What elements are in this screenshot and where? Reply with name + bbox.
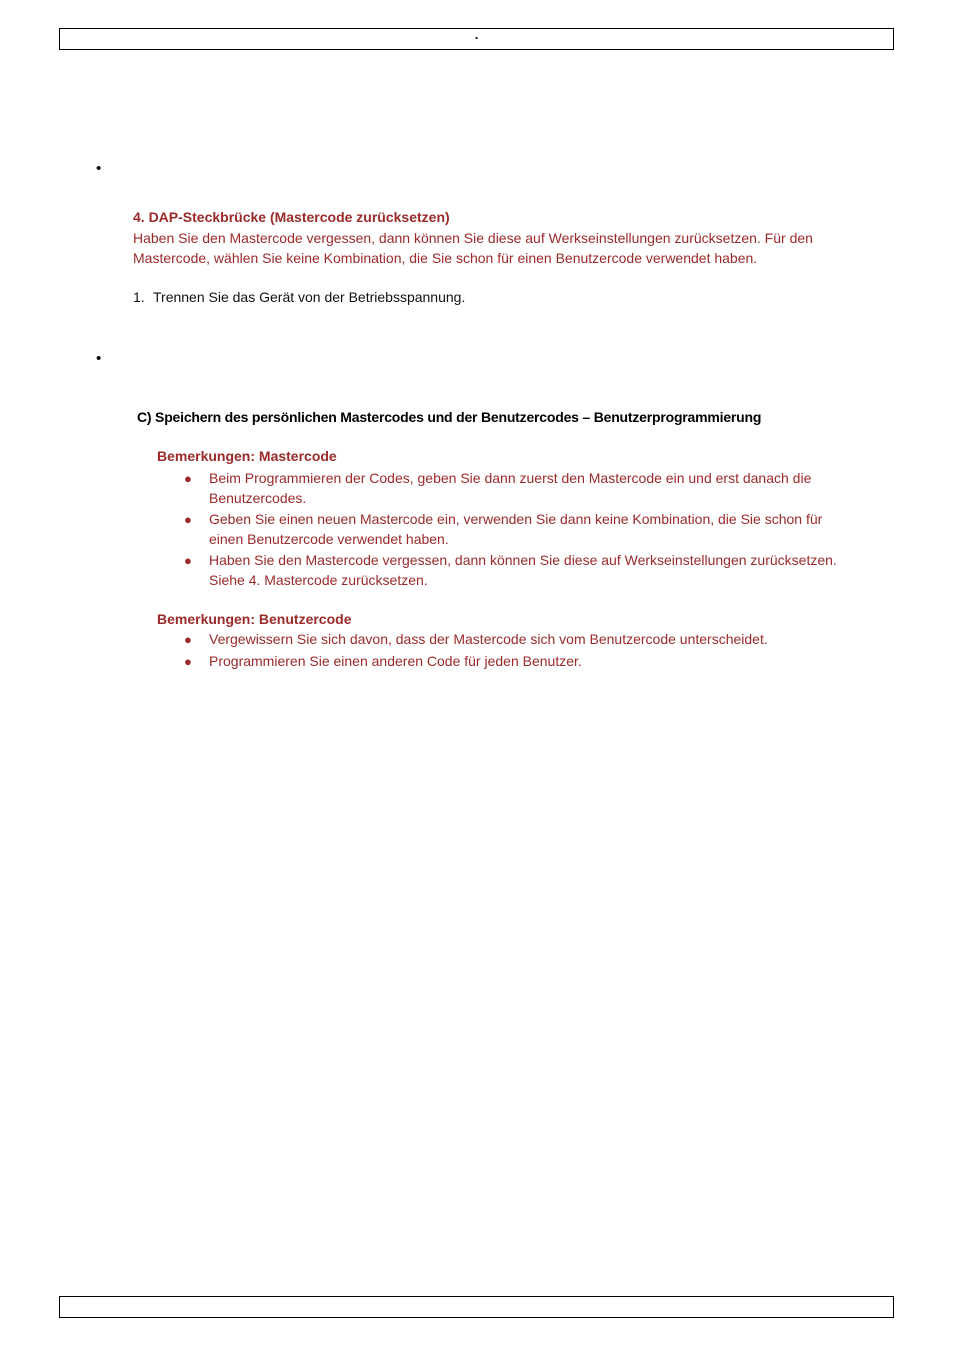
- section-4-heading: 4. DAP-Steckbrücke (Mastercode zurücksetzen): [133, 209, 450, 225]
- section-4-body: Haben Sie den Mastercode vergessen, dann können Sie diese auf Werkseinstellungen zurücksetzen. Für den Mastercode, wählen Sie keine Kombination, die Sie schon für einen Benutzercode verwendet haben.: [133, 230, 813, 266]
- bullet-icon: •: [96, 350, 102, 367]
- step-text: Trennen Sie das Gerät von der Betriebsspannung.: [153, 289, 466, 305]
- bullet-icon: ●: [184, 512, 192, 527]
- benutzercode-notes-list: [182, 630, 850, 673]
- list-item: ● Programmieren Sie einen anderen Code für jeden Benutzer.: [182, 652, 850, 672]
- bullet-icon: •: [96, 160, 102, 177]
- footer-frame: [59, 1296, 894, 1318]
- bullet-icon: ●: [184, 653, 192, 669]
- step-number: 1.: [133, 289, 145, 305]
- bullet-icon: ●: [184, 553, 192, 568]
- list-item: ● Vergewissern Sie sich davon, dass der Mastercode sich vom Benutzercode unterscheidet.: [182, 630, 850, 650]
- step-1: [133, 289, 465, 305]
- list-item: ● Haben Sie den Mastercode vergessen, dann können Sie diese auf Werkseinstellungen zurücksetzen. Siehe 4. Mastercode zurücksetzen.: [184, 552, 837, 588]
- list-item: ● Geben Sie einen neuen Mastercode ein, verwenden Sie dann keine Kombination, die Sie schon für einen Benutzercode verwendet haben.: [184, 511, 823, 547]
- section-c-title: C) Speichern des persönlichen Mastercodes und der Benutzercodes – Benutzerprogrammierung: [137, 409, 762, 425]
- mastercode-notes-list: [182, 469, 850, 592]
- bullet-icon: ●: [184, 632, 192, 647]
- mastercode-notes-heading: Bemerkungen: Mastercode: [157, 448, 337, 464]
- bullet-icon: ●: [184, 471, 192, 486]
- benutzercode-notes-heading: Bemerkungen: Benutzercode: [157, 611, 352, 627]
- list-item: ● Beim Programmieren der Codes, geben Sie dann zuerst den Mastercode ein und erst danach die Benutzercodes.: [184, 470, 812, 506]
- header-frame: [59, 28, 894, 50]
- header-mark: .: [474, 27, 479, 42]
